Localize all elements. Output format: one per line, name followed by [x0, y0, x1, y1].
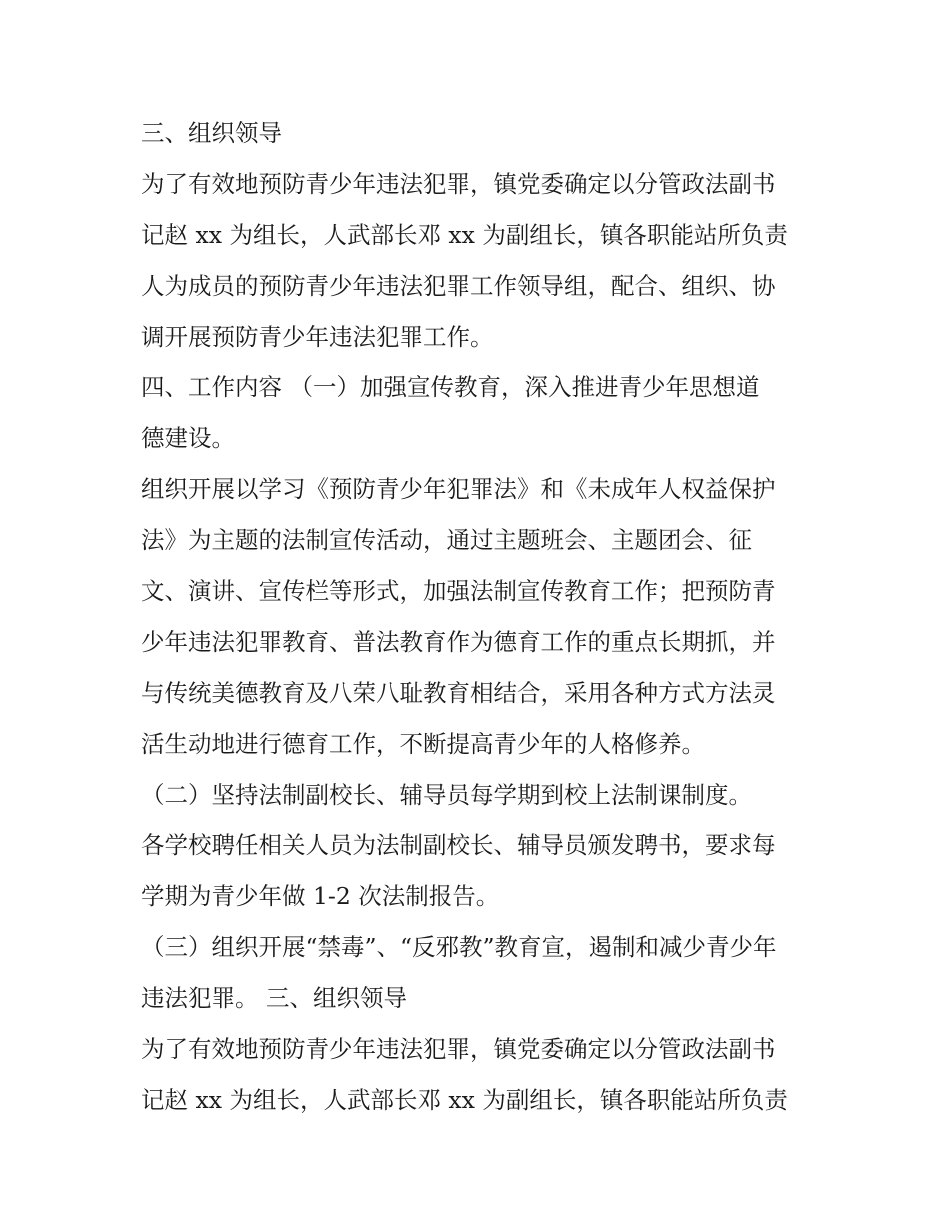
text-line: 违法犯罪。 三、组织领导 — [141, 984, 407, 1013]
text-line: 各学校聘任相关人员为法制副校长、辅导员颁发聘书，要求每 — [141, 831, 776, 860]
text-line: 为了有效地预防青少年违法犯罪，镇党委确定以分管政法副书 — [141, 169, 776, 198]
subsection-heading: （二）坚持法制副校长、辅导员每学期到校上法制课制度。 — [141, 780, 752, 809]
text-line: 活生动地进行德育工作，不断提高青少年的人格修养。 — [141, 729, 705, 758]
text-line: 文、演讲、宣传栏等形式，加强法制宣传教育工作；把预防青 — [141, 577, 776, 606]
text-line: 德建设。 — [141, 424, 235, 453]
text-line: 记赵 xx 为组长，人武部长邓 xx 为副组长，镇各职能站所负责 — [141, 220, 788, 249]
text-line: 与传统美德教育及八荣八耻教育相结合，采用各种方式方法灵 — [141, 678, 776, 707]
text-line: 调开展预防青少年违法犯罪工作。 — [141, 322, 494, 351]
text-line: 人为成员的预防青少年违法犯罪工作领导组，配合、组织、协 — [141, 271, 776, 300]
text-line: 学期为青少年做 1-2 次法制报告。 — [141, 882, 500, 911]
text-line: 为了有效地预防青少年违法犯罪，镇党委确定以分管政法副书 — [141, 1035, 776, 1064]
text-line: 法》为主题的法制宣传活动，通过主题班会、主题团会、征 — [141, 526, 752, 555]
subsection-heading: （三）组织开展“禁毒”、“反邪教”教育宣，遏制和减少青少年 — [141, 933, 777, 962]
text-line: 记赵 xx 为组长，人武部长邓 xx 为副组长，镇各职能站所负责 — [141, 1085, 788, 1114]
section-heading: 四、工作内容 （一）加强宣传教育，深入推进青少年思想道 — [141, 373, 760, 402]
section-heading: 三、组织领导 — [141, 119, 282, 147]
text-line: 组织开展以学习《预防青少年犯罪法》和《未成年人权益保护 — [141, 475, 776, 504]
document-body — [141, 108, 821, 1126]
text-line: 少年违法犯罪教育、普法教育作为德育工作的重点长期抓，并 — [141, 627, 776, 656]
